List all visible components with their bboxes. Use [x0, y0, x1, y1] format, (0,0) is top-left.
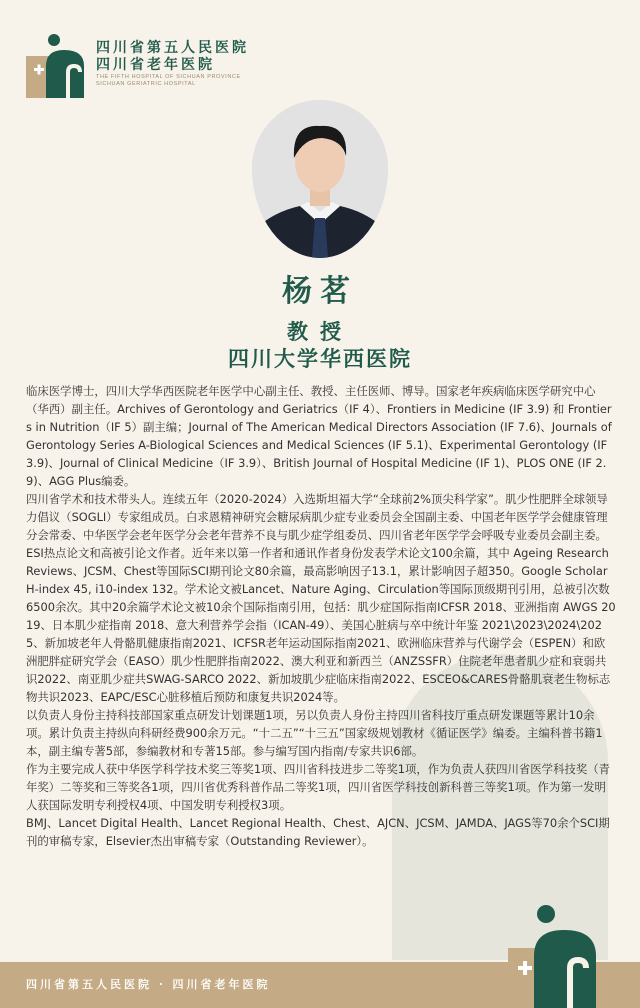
person-title: 教授 [287, 320, 353, 344]
bio-paragraph: 作为主要完成人获中华医学科学技术奖三等奖1项、四川省科技进步二等奖1项，作为负责人获四川省医学科技奖（青年奖）二等奖和三等奖各1项，四川省优秀科普作品二等奖1项，四川省医学科技创新科普三等奖1项。作为第一发明人获国际发明专利授权4项、中国发明专利授权3项。 [26, 762, 611, 812]
bio-paragraph: 临床医学博士，四川大学华西医院老年医学中心副主任、教授、主任医师、博导。国家老年疾病临床医学研究中心（华西）副主任。Archives of Gerontology and Geriatrics（IF 4）、Frontiers in Medicine (IF 3.9) 和 Frontiers in Nutrition（IF 5）副主编；Journal of The American Medical Directors Association (IF 7.6)、Journals of Gerontology Series A-Biological Sciences and Medical Sciences (IF 5.1)、Experimental Gerontology (IF 3.9)、Journal of Clinical Medicine（IF 3.9）、British Journal of Hospital Medicine (IF 1)、PLOS ONE (IF 2.9)、AGG Plus编委。 [26, 384, 612, 488]
person-name: 杨茗 [282, 274, 358, 309]
hospital-logo-icon [24, 30, 88, 98]
portrait-photo [252, 100, 388, 258]
hospital-name-line2: 四川省老年医院 [96, 57, 215, 73]
footer-text: 四川省第五人民医院 · 四川省老年医院 [26, 978, 271, 991]
biography [26, 382, 616, 850]
hospital-en-line1: THE FIFTH HOSPITAL OF SICHUAN PROVINCE [96, 74, 241, 80]
hospital-logo [24, 30, 249, 98]
hospital-en-line2: SICHUAN GERIATRIC HOSPITAL [96, 81, 196, 87]
bio-paragraph: 以负责人身份主持科技部国家重点研发计划课题1项，另以负责人身份主持四川省科技厅重点研发课题等累计10余项。累计负责主持纵向科研经费900余万元。“十二五”“十三五”国家级规划教材《循证医学》编委。主编科普书籍1本，副主编专著5部，参编教材和专著15部。参与编写国内指南/专家共识6部。 [26, 708, 603, 758]
hospital-name-line1: 四川省第五人民医院 [96, 40, 249, 56]
bio-paragraph: ESI热点论文和高被引论文作者。近年来以第一作者和通讯作者身份发表学术论文100余篇，其中 Ageing Research Reviews、JCSM、Chest等国际SCI期刊论文80余篇，最高影响因子13.1，累计影响因子超350。Google Scholar H-index 45, i10-index 132。学术论文被Lancet、Nature Aging、Circulation等国际顶级期刊引用，总被引次数6500余次。其中20余篇学术论文被10余个国际指南引用，包括：肌少症国际指南ICFSR 2018、亚洲指南 AWGS 2019、日本肌少症指南 2018、意大利营养学会指（ICAN-49）、美国心脏病与卒中统计年鉴 2021\2023\2024\2025、新加坡老年人骨骼肌健康指南2021、ICFSR老年运动国际指南2021、欧洲临床营养与代谢学会（ESPEN）和欧洲肥胖症研究学会（EASO）肌少性肥胖指南2022、澳大利亚和新西兰（ANZSSFR）住院老年患者肌少症和衰弱共识2022、南亚肌少症共SWAG-SARCO 2022、新加坡肌少症临床指南2022、ESCEO&CARES骨骼肌衰老生物标志物共识2023、EAPC/ESC心脏移植后预防和康复共识2024等。 [26, 546, 616, 704]
footer-logo-icon [504, 898, 604, 1008]
person-portrait [252, 100, 388, 258]
bio-paragraph: 四川省学术和技术带头人。连续五年（2020-2024）入选斯坦福大学“全球前2%顶尖科学家”。肌少性肥胖全球领导力倡议（SOGLI）专家组成员。白求恩精神研究会糖尿病肌少症专业委员会全国副主委、中国老年医学学会健康管理分会常委、中华医学会老年医学分会老年营养不良与肌少症学组委员、四川省老年医学学会呼吸专业委员会副主委。 [26, 492, 608, 542]
bio-paragraph: BMJ、Lancet Digital Health、Lancet Regional Health、Chest、AJCN、JCSM、JAMDA、JAGS等70余个SCI期刊的审稿专家，Elsevier杰出审稿专家（Outstanding Reviewer）。 [26, 816, 610, 848]
person-organization: 四川大学华西医院 [228, 347, 412, 371]
